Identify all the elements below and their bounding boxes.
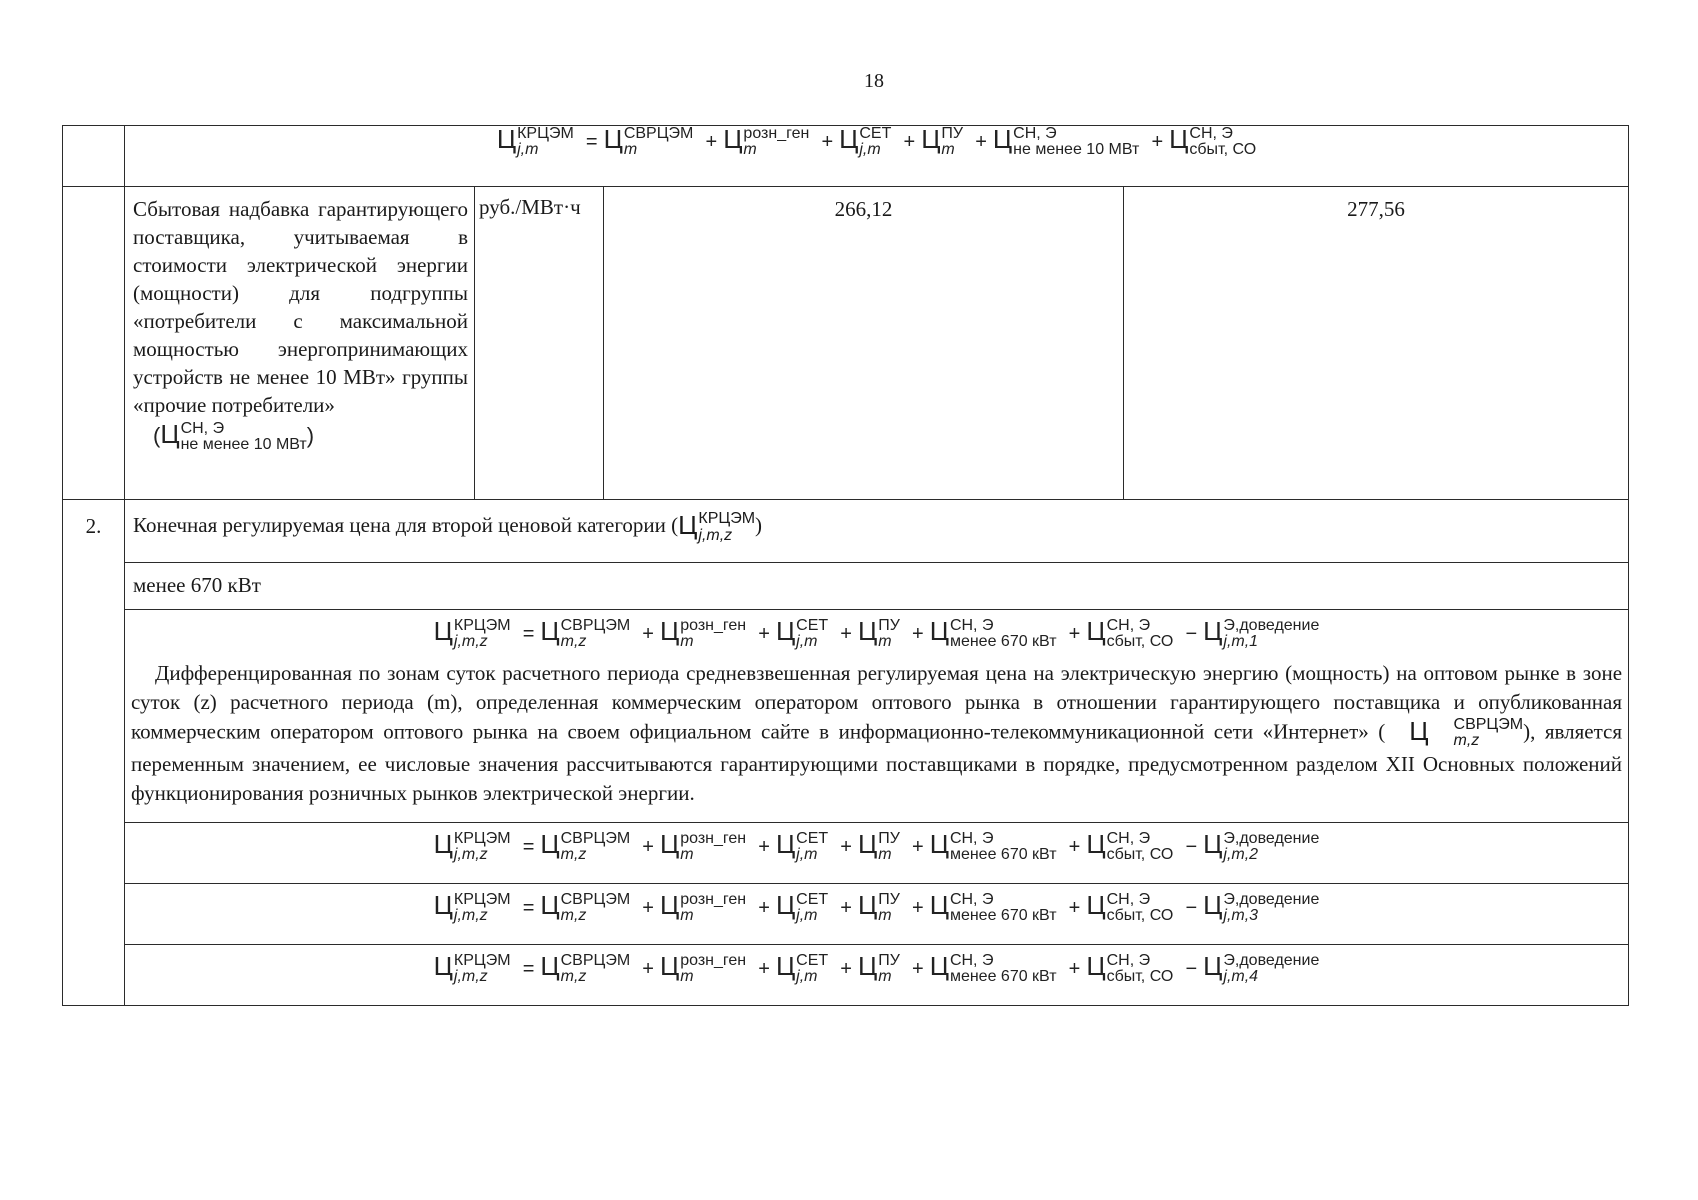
formula-row-2 [63, 822, 1629, 883]
formula-3: Ц КРЦЭМ j,m,z = Ц СВРЦЭМ m,z + Ц розн_ген m + Ц СЕТ j,m + Ц ПУ m + Ц СН, Э менее 670 кВт + Ц СН, Э сбыт, СО − Ц Э,доведение j,m,3 [433, 889, 1320, 924]
formula-cell-3 [125, 883, 1629, 944]
formula-term: Ц СН, Э сбыт, СО [1169, 124, 1257, 159]
formula-cell-2 [125, 822, 1629, 883]
formula-cell-4 [125, 944, 1629, 1005]
section-2-title-symbol: Ц КРЦЭМ j,m,z [678, 510, 756, 544]
formula-term: Ц СВРЦЭМ m [603, 124, 694, 159]
page-number: 18 [864, 70, 884, 92]
markup-description: Сбытовая надбавка гарантирующего поставщика, учитываемая в стоимости электрической энергии (мощности) для подгруппы «потребители с максимальной мощностью энергопринимающих устройств не менее 10 МВт» группы «прочие потребители» [133, 197, 468, 417]
empty-number-cell [63, 187, 125, 500]
value-cell-2: 277,56 [1124, 187, 1629, 500]
formula-row-1 [63, 610, 1629, 823]
empty-number-cell [63, 126, 125, 187]
section-2-title-cell: Конечная регулируемая цена для второй ценовой категории (Ц КРЦЭМ j,m,z ) [125, 500, 1629, 563]
formula-4: Ц КРЦЭМ j,m,z = Ц СВРЦЭМ m,z + Ц розн_ген m + Ц СЕТ j,m + Ц ПУ m + Ц СН, Э менее 670 кВт + Ц СН, Э сбыт, СО − Ц Э,доведение j,m,4 [433, 950, 1320, 985]
formula-cell-1 [125, 610, 1629, 823]
section-2-title: Конечная регулируемая цена для второй ценовой категории [133, 512, 666, 537]
formula-top: Ц КРЦЭМ j,m = Ц СВРЦЭМ m + Ц розн_ген m + Ц СЕТ j,m + Ц ПУ m + Ц СН, Э не менее 10 МВт + Ц СН, Э сбыт, СО [125, 126, 1629, 187]
formula-term: Ц розн_ген m [723, 124, 810, 159]
value-cell-1: 266,12 [604, 187, 1124, 500]
paragraph-symbol: Ц СВРЦЭМ m,z [1409, 715, 1524, 750]
section-2-title-row [63, 500, 1629, 563]
formula-term: Ц СН, Э не менее 10 МВт [992, 124, 1140, 159]
formula-1: Ц КРЦЭМ j,m,z = Ц СВРЦЭМ m,z + Ц розн_ген m + Ц СЕТ j,m + Ц ПУ m + Ц СН, Э менее 670 кВт + Ц СН, Э сбыт, СО − Ц Э,доведение j,m,1 [433, 616, 1320, 651]
formula-row-4 [63, 944, 1629, 1005]
formula-row-3 [63, 883, 1629, 944]
subgroup-label: менее 670 кВт [125, 563, 1629, 610]
tariff-table [62, 125, 1629, 1006]
formula-term: Ц ПУ m [921, 124, 964, 159]
formula-row-top [63, 126, 1629, 187]
definition-paragraph: Дифференцированная по зонам суток расчетного периода средневзвешенная регулируемая цена на электрическую энергию (мощность) на оптовом рынке в зоне суток (z) расчетного периода (m), определенная коммерческим оператором оптового рынка в отношении гарантирующего поставщика и опубликованная коммерческим оператором оптового рынка на своем официальном сайте в информационно-телекоммуникационной сети «Интернет» ( Ц СВРЦЭМ m,z ), является переменным значением, ее числовые значения рассчитываются гарантирующими поставщиками в порядке, предусмотренном разделом XII Основных положений функционирования розничных рынков электрической энергии. [131, 660, 1623, 805]
unit-cell: руб./МВт·ч [475, 187, 604, 500]
formula-2: Ц КРЦЭМ j,m,z = Ц СВРЦЭМ m,z + Ц розн_ген m + Ц СЕТ j,m + Ц ПУ m + Ц СН, Э менее 670 кВт + Ц СН, Э сбыт, СО − Ц Э,доведение j,m,2 [433, 828, 1320, 863]
markup-description-cell [125, 187, 475, 500]
subgroup-row [63, 563, 1629, 610]
markup-symbol: (Ц СН, Э не менее 10 МВт ) [153, 419, 315, 454]
formula-term: Ц СЕТ j,m [839, 124, 892, 159]
markup-row [63, 187, 1629, 500]
section-number: 2. [63, 500, 125, 1006]
formula-lhs: Ц КРЦЭМ j,m [496, 124, 574, 159]
